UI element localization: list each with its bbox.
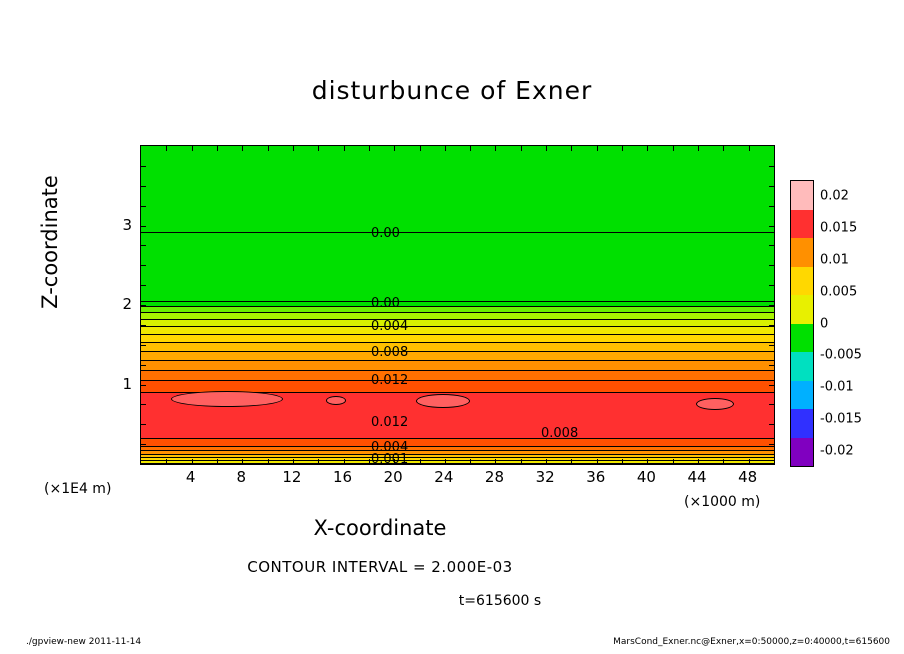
axis-tick xyxy=(344,459,345,464)
axis-tick xyxy=(242,146,243,151)
chart-title: disturbunce of Exner xyxy=(311,76,593,105)
color-bar-tick-label: -0.02 xyxy=(820,443,854,459)
axis-tick xyxy=(698,459,699,464)
contour-label: 0.00 xyxy=(371,226,400,241)
x-tick-label: 48 xyxy=(738,468,758,486)
axis-tick xyxy=(141,206,146,207)
x-tick-label: 40 xyxy=(636,468,656,486)
axis-tick xyxy=(769,166,774,167)
color-bar-segment xyxy=(791,210,813,239)
contour-line xyxy=(141,342,774,343)
axis-tick xyxy=(242,459,243,464)
axis-tick xyxy=(521,146,522,151)
contour-line xyxy=(141,370,774,371)
axis-tick xyxy=(521,459,522,464)
axis-tick xyxy=(597,459,598,464)
axis-tick xyxy=(192,146,193,151)
x-tick-label: 32 xyxy=(535,468,555,486)
color-bar-segment xyxy=(791,324,813,353)
axis-tick xyxy=(141,385,146,386)
contour-line xyxy=(141,463,774,464)
axis-tick xyxy=(445,459,446,464)
axis-tick xyxy=(141,345,146,346)
axis-tick xyxy=(141,444,146,445)
contour-plot-area xyxy=(140,145,775,465)
axis-tick xyxy=(571,459,572,464)
axis-tick xyxy=(749,146,750,151)
axis-tick xyxy=(293,146,294,151)
contour-label: 0.012 xyxy=(371,373,409,388)
x-tick-label: 20 xyxy=(383,468,403,486)
axis-tick xyxy=(141,226,146,227)
axis-tick xyxy=(673,146,674,151)
axis-tick xyxy=(769,245,774,246)
color-bar-tick-label: -0.01 xyxy=(820,379,854,395)
closed-contour xyxy=(416,394,470,408)
axis-tick xyxy=(141,365,146,366)
contour-band xyxy=(141,326,774,334)
axis-tick xyxy=(268,459,269,464)
axis-tick xyxy=(217,459,218,464)
contour-line xyxy=(141,326,774,327)
contour-line xyxy=(141,454,774,455)
axis-tick xyxy=(769,305,774,306)
axis-tick xyxy=(769,226,774,227)
color-bar-tick-label: -0.015 xyxy=(820,411,862,427)
axis-tick xyxy=(217,146,218,151)
contour-line xyxy=(141,351,774,352)
contour-line xyxy=(141,301,774,302)
footer-left-text: ./gpview-new 2011-11-14 xyxy=(26,637,142,647)
contour-band xyxy=(141,312,774,319)
time-label: t=615600 s xyxy=(458,593,542,609)
color-bar-segment xyxy=(791,238,813,267)
contour-line xyxy=(141,457,774,458)
color-bar-segment xyxy=(791,438,813,467)
y-tick-label: 1 xyxy=(122,374,132,393)
closed-contour xyxy=(326,396,346,405)
axis-tick xyxy=(769,265,774,266)
contour-label: 0.004 xyxy=(371,440,409,455)
x-tick-label: 44 xyxy=(687,468,707,486)
color-bar-tick-label: 0.02 xyxy=(820,188,849,204)
contour-line xyxy=(141,306,774,307)
color-bar-tick-label: 0.01 xyxy=(820,252,849,268)
x-tick-label: 4 xyxy=(185,468,196,486)
contour-line xyxy=(141,438,774,439)
y-tick-label: 2 xyxy=(122,295,132,313)
axis-tick xyxy=(445,146,446,151)
color-bar-segment xyxy=(791,381,813,410)
axis-tick xyxy=(470,459,471,464)
color-bar xyxy=(790,180,814,467)
color-bar-segment xyxy=(791,295,813,324)
axis-tick xyxy=(769,186,774,187)
color-bar-segment xyxy=(791,409,813,438)
contour-label: 0.001 xyxy=(371,452,409,465)
axis-tick xyxy=(723,459,724,464)
x-tick-label: 12 xyxy=(282,468,302,486)
contour-label: 0.008 xyxy=(371,345,409,360)
axis-tick xyxy=(546,459,547,464)
axis-tick xyxy=(268,146,269,151)
contour-band xyxy=(141,370,774,380)
contour-label: 0.004 xyxy=(371,319,409,334)
x-tick-label: 24 xyxy=(434,468,454,486)
contour-band xyxy=(141,319,774,326)
contour-line xyxy=(141,380,774,381)
contour-label: 0.012 xyxy=(371,415,409,430)
axis-tick xyxy=(318,146,319,151)
contour-interval-label: CONTOUR INTERVAL = 2.000E-03 xyxy=(247,558,513,576)
axis-tick xyxy=(369,146,370,151)
axis-tick xyxy=(141,404,146,405)
color-bar-tick-label: -0.005 xyxy=(820,347,862,363)
x-tick-label: 16 xyxy=(333,468,353,486)
footer-right-text: MarsCond_Exner.nc@Exner,x=0:50000,z=0:40000,t=615600 xyxy=(613,637,890,647)
x-tick-label: 36 xyxy=(586,468,606,486)
color-bar-tick-label: 0.015 xyxy=(820,220,858,236)
axis-tick xyxy=(769,285,774,286)
axis-tick xyxy=(647,459,648,464)
contour-band xyxy=(141,351,774,360)
axis-tick xyxy=(141,285,146,286)
axis-tick xyxy=(647,146,648,151)
contour-label: 0.008 xyxy=(541,426,579,441)
axis-tick xyxy=(192,459,193,464)
axis-tick xyxy=(470,146,471,151)
x-axis-title: X-coordinate xyxy=(313,516,447,540)
axis-tick xyxy=(394,146,395,151)
color-bar-segment xyxy=(791,352,813,381)
axis-tick xyxy=(141,305,146,306)
axis-tick xyxy=(774,459,775,464)
axis-tick xyxy=(769,444,774,445)
axis-tick xyxy=(571,146,572,151)
contour-band xyxy=(141,146,774,301)
contour-line xyxy=(141,360,774,361)
contour-label: 0.00 xyxy=(371,296,400,311)
contour-line xyxy=(141,450,774,451)
axis-tick xyxy=(769,365,774,366)
axis-tick xyxy=(749,459,750,464)
axis-tick xyxy=(420,146,421,151)
axis-tick xyxy=(546,146,547,151)
contour-band xyxy=(141,334,774,342)
axis-tick xyxy=(769,404,774,405)
contour-line xyxy=(141,460,774,461)
axis-tick xyxy=(769,206,774,207)
closed-contour xyxy=(171,391,283,407)
x-tick-label: 28 xyxy=(484,468,505,486)
color-bar-tick-label: 0 xyxy=(820,316,829,331)
axis-tick xyxy=(141,325,146,326)
axis-tick xyxy=(495,459,496,464)
contour-line xyxy=(141,446,774,447)
x-tick-label: 8 xyxy=(236,468,247,486)
color-bar-tick-label: 0.005 xyxy=(820,284,858,300)
y-tick-label: 3 xyxy=(122,215,132,234)
contour-line xyxy=(141,312,774,313)
axis-tick xyxy=(673,459,674,464)
axis-tick xyxy=(420,459,421,464)
y-axis-title: Z-coordinate xyxy=(38,175,62,309)
axis-tick xyxy=(293,459,294,464)
axis-tick xyxy=(769,424,774,425)
x-axis-unit-label: (×1000 m) xyxy=(684,494,761,510)
axis-tick xyxy=(622,146,623,151)
axis-tick xyxy=(369,459,370,464)
axis-tick xyxy=(495,146,496,151)
contour-band xyxy=(141,438,774,446)
closed-contour xyxy=(696,398,734,410)
color-bar-segment xyxy=(791,181,813,210)
axis-tick xyxy=(698,146,699,151)
axis-tick xyxy=(141,166,146,167)
contour-line xyxy=(141,334,774,335)
axis-tick xyxy=(141,424,146,425)
axis-tick xyxy=(166,146,167,151)
axis-tick xyxy=(723,146,724,151)
contour-line xyxy=(141,319,774,320)
color-bar-segment xyxy=(791,267,813,296)
contour-band xyxy=(141,342,774,351)
axis-tick xyxy=(769,325,774,326)
axis-tick xyxy=(141,245,146,246)
axis-tick xyxy=(769,345,774,346)
y-axis-unit-label: (×1E4 m) xyxy=(44,481,112,497)
axis-tick xyxy=(597,146,598,151)
axis-tick xyxy=(769,385,774,386)
axis-tick xyxy=(344,146,345,151)
axis-tick xyxy=(141,265,146,266)
axis-tick xyxy=(166,459,167,464)
axis-tick xyxy=(774,146,775,151)
axis-tick xyxy=(141,186,146,187)
axis-tick xyxy=(318,459,319,464)
contour-band xyxy=(141,360,774,370)
axis-tick xyxy=(622,459,623,464)
contour-line xyxy=(141,232,774,233)
